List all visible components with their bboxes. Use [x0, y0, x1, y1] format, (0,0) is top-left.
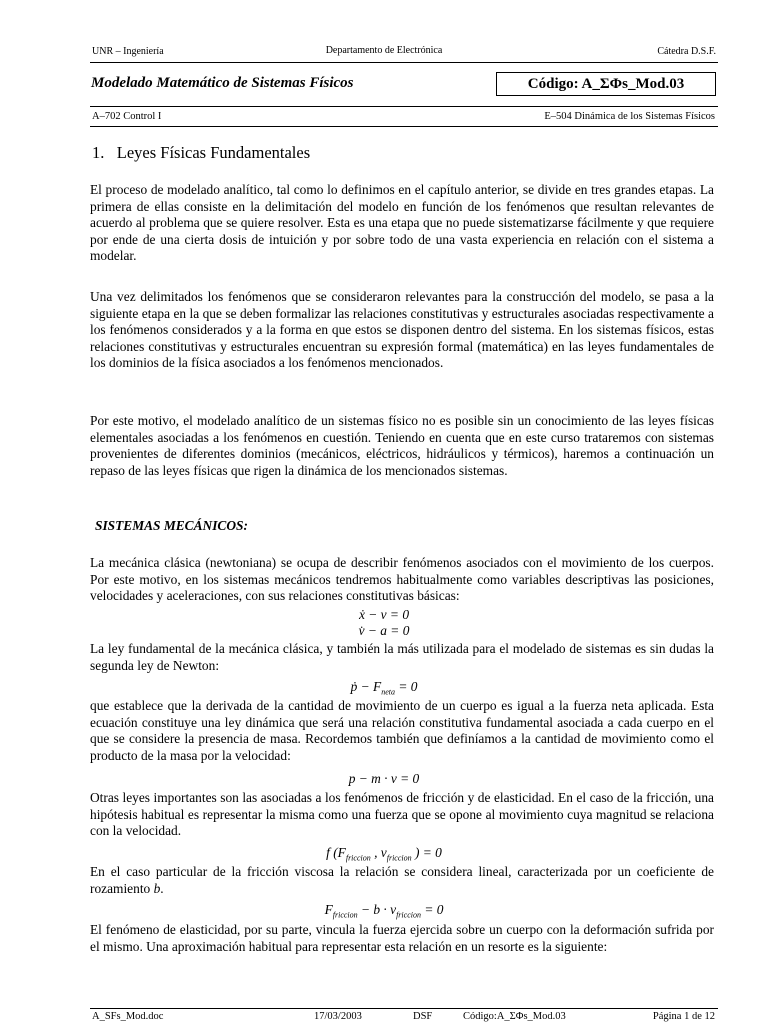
equation-friction-part-b: , v	[370, 845, 387, 860]
paragraph-2: Una vez delimitados los fenómenos que se consideraron relevantes para la construcción del modelo, se pasa a la siguiente etapa en la que se deben formalizar las relaciones constitutivas y estructurales asociadas respectivamente a los fenómenos considerados y a la forma en que estos se disponen dentro del sistema. En los sistemas físicos, estas relaciones constitutivas y estructurales encuentran su expresión formal (matemática) en las leyes fundamentales de los dominios de la física asociados a los fenómenos mencionados.	[90, 289, 714, 370]
subheader-rule	[90, 126, 718, 127]
footer-code: Código:A_ΣΦs_Mod.03	[463, 1011, 566, 1022]
document-code-box	[496, 72, 716, 96]
paragraph-7: Otras leyes importantes son las asociadas a los fenómenos de fricción y de elasticidad. En el caso de la fricción, una hipótesis habitual es representar la misma como una fuerza que se opone al movimiento cuya magnitud se relaciona con la velocidad.	[90, 790, 714, 838]
paragraph-5: La ley fundamental de la mecánica clásica, y también la más utilizada para el modelado de sistemas es sin dudas la segunda ley de Newton:	[90, 641, 714, 673]
equation-viscous-part-a: F	[324, 902, 333, 917]
equation-viscous-sub-2: friccion	[396, 910, 421, 920]
title-rule	[90, 106, 718, 107]
paragraph-8-end: .	[160, 880, 164, 896]
section-title: 1. Leyes Físicas Fundamentales	[92, 143, 311, 162]
course-code: A–702 Control I	[92, 111, 162, 122]
equation-1: ẋ − v = 0	[358, 607, 410, 622]
equation-friction-part-c: ) = 0	[411, 845, 442, 860]
equation-newton-part-a: ṗ − F	[350, 679, 382, 694]
paragraph-8-text: En el caso particular de la fricción viscosa la relación se considera lineal, caracterizada por un coeficiente de rozamiento	[90, 864, 714, 896]
paragraph-4: La mecánica clásica (newtoniana) se ocupa de describir fenómenos asociados con el movimiento de los cuerpos. Por este motivo, en los sistemas mecánicos tendremos habitualmente como variables descriptivas las posiciones, velocidades y aceleraciones, con sus relaciones constitutivas básicas:	[90, 555, 714, 603]
document-code: Código: A_ΣΦs_Mod.03	[527, 76, 685, 92]
footer-dsf: DSF	[413, 1011, 433, 1022]
header-rule	[90, 62, 718, 63]
header-left: UNR – Ingeniería	[92, 46, 164, 57]
equation-momentum: p − m · v = 0	[348, 771, 420, 786]
paragraph-3: Por este motivo, el modelado analítico de un sistemas físico no es posible sin un conocimiento de las leyes físicas elementales asociadas a los fenómenos en cuestión. Teniendo en cuenta que en este curso trataremos con sistemas provenientes de diferentes dominios (mecánicos, eléctricos, hidráulicos y térmicos), haremos a continuación un repaso de las leyes físicas que rigen la dinámica de los mencionados sistemas.	[90, 413, 714, 478]
course-name: E–504 Dinámica de los Sistemas Físicos	[544, 111, 715, 122]
paragraph-1: El proceso de modelado analítico, tal como lo definimos en el capítulo anterior, se divide en tres grandes etapas. La primera de ellas consiste en la delimitación del modelo en función de los fenómenos que resultan relevantes de acuerdo al problema que se quiere resolver. Esta es una etapa que no puede sistematizarse fácilmente y que requiere por ende de una cierta dosis de intuición y por sobre todo de una vasta experiencia en relación con el sistema a modelar.	[90, 182, 714, 263]
footer-rule	[90, 1008, 718, 1009]
equation-friction-part-a: f (F	[326, 845, 346, 860]
header-right: Cátedra D.S.F.	[657, 46, 716, 57]
equation-newton-part-b: = 0	[394, 679, 418, 694]
equation-viscous-sub-1: friccion	[332, 910, 358, 920]
footer-date: 17/03/2003	[314, 1011, 362, 1022]
equation-viscous-part-c: = 0	[420, 902, 444, 917]
subheading-mechanical: SISTEMAS MECÁNICOS:	[95, 518, 248, 533]
equation-viscous-part-b: − b · v	[357, 902, 397, 917]
footer-page-number: Página 1 de 12	[652, 1011, 715, 1022]
header-center: Departamento de Electrónica	[325, 45, 443, 56]
equation-2: v̇ − a = 0	[358, 623, 410, 638]
paragraph-8	[90, 864, 714, 897]
paragraph-9: El fenómeno de elasticidad, por su parte, vincula la fuerza ejercida sobre un cuerpo con la deformación sufrida por el mismo. Una aproximación habitual para representar esta relación en un resorte es la siguiente:	[90, 922, 714, 954]
paragraph-8-symbol: b	[153, 880, 161, 896]
equation-friction-sub-1: friccion	[345, 853, 371, 863]
paragraph-6: que establece que la derivada de la cantidad de movimiento de un cuerpo es igual a la fuerza neta aplicada. Esta ecuación constituye una ley dinámica que será una relación constitutiva fundamental asociada a cada cuerpo en el que se considere la presencia de masa. Recordemos también que definíamos a la cantidad de movimiento como el producto de la masa por la velocidad:	[90, 698, 714, 763]
equation-viscous-friction	[0, 902, 768, 924]
equation-friction-sub-2: friccion	[386, 853, 412, 863]
footer-file: A_SFs_Mod.doc	[92, 1011, 164, 1022]
document-title: Modelado Matemático de Sistemas Físicos	[91, 75, 354, 91]
equation-newton-subscript: neta	[381, 687, 395, 697]
